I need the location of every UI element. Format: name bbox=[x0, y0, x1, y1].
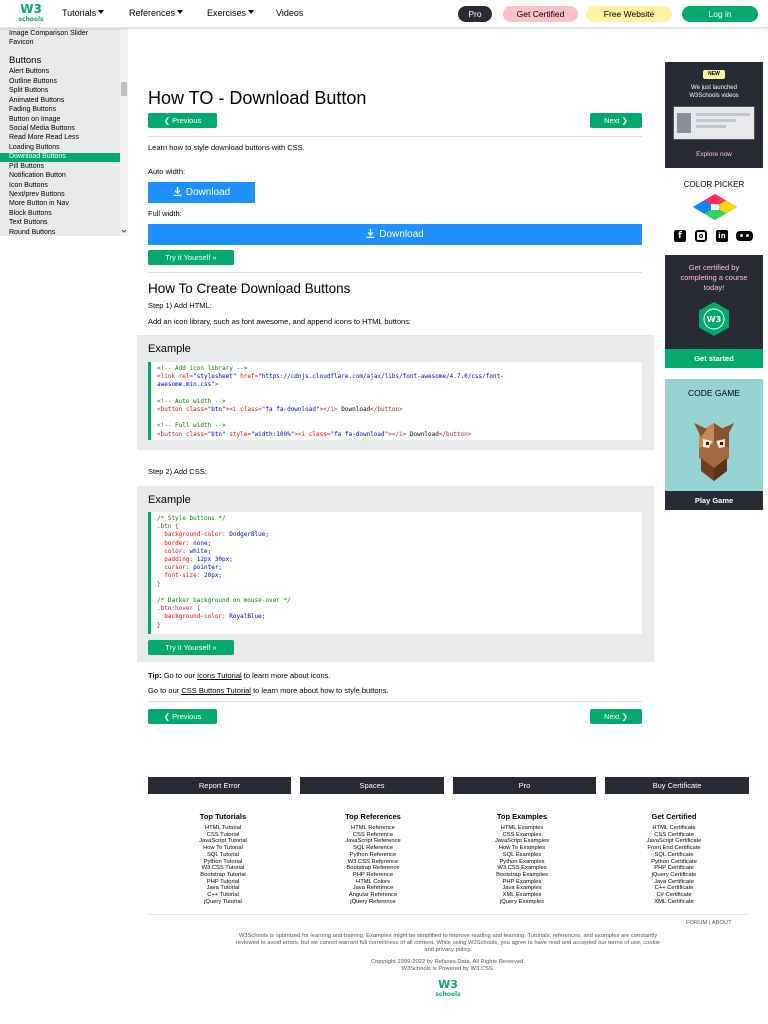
footer-link[interactable]: How To Examples bbox=[498, 845, 546, 852]
footer-link[interactable]: Java Certificate bbox=[654, 878, 694, 885]
w3schools-logo[interactable] bbox=[16, 3, 46, 25]
footer-link[interactable]: Python Examples bbox=[499, 858, 545, 865]
free-website-button[interactable]: Free Website bbox=[586, 6, 672, 22]
css-buttons-tutorial-link[interactable]: CSS Buttons Tutorial bbox=[181, 686, 251, 695]
code-block-css: /* Style buttons */ .btn { background-color: DodgerBlue; border: none; color: white; padding: 12px 30px; cursor: pointer; font-size: 20px; } /* Darker background on mouse-over */ .btn:hover { background-color: RoyalBlue; } bbox=[148, 512, 642, 634]
footer-link[interactable]: Java Examples bbox=[502, 885, 542, 892]
sidebar-item[interactable]: Next/prev Buttons bbox=[9, 191, 65, 198]
code-game-ad[interactable] bbox=[665, 379, 763, 510]
footer-link[interactable]: Bootstrap Examples bbox=[496, 871, 548, 878]
code-block-html: <!-- Add icon library --> <link rel="stylesheet" href="https://cdnjs.cloudflare.com/ajax/libs/font-awesome/4.7.0/css/font- awesome.min.css"> <!-- Auto width --> <button class="btn"><i class="fa fa-download"></i> Download</button> <!-- Full width --> <button class="btn" style="width:100%"><i class="fa fa-download"></i> Download</button> bbox=[148, 362, 642, 440]
footer-link[interactable]: XML Certificate bbox=[654, 898, 694, 905]
sidebar-item[interactable]: Favicon bbox=[9, 39, 34, 46]
divider bbox=[148, 136, 642, 137]
footer-logo[interactable] bbox=[433, 978, 463, 998]
copyright-text: Copyright 1999-2022 by Refsnes Data. All Rights Reserved. bbox=[370, 959, 526, 965]
nav-exercises[interactable]: Exercises bbox=[207, 8, 254, 18]
certification-ad[interactable] bbox=[665, 255, 763, 368]
sidebar bbox=[0, 28, 128, 236]
footer-link[interactable]: Angular Reference bbox=[348, 892, 398, 899]
sidebar-item[interactable]: Image Comparison Slider bbox=[9, 30, 88, 37]
footer-link[interactable]: W3.CSS Examples bbox=[497, 865, 547, 872]
cert-ad-text: Get certified by completing a course today! bbox=[680, 263, 748, 292]
auto-width-label: Auto width: bbox=[148, 167, 186, 176]
get-started-button[interactable]: Get started bbox=[665, 349, 763, 368]
videos-ad-text: We just launched W3Schools videos bbox=[689, 85, 739, 99]
footer-link[interactable]: SQL Examples bbox=[502, 851, 542, 858]
nav-tutorials[interactable]: Tutorials bbox=[62, 8, 104, 18]
discord-icon[interactable] bbox=[736, 231, 753, 241]
sidebar-item[interactable]: Notification Button bbox=[9, 172, 66, 179]
play-game-button[interactable]: Play Game bbox=[665, 491, 763, 510]
sidebar-item-download-buttons[interactable]: Download Buttons bbox=[9, 153, 66, 160]
footer-col-top-examples bbox=[472, 825, 572, 905]
sidebar-item[interactable]: Pill Buttons bbox=[9, 163, 45, 170]
footer-meta-links: FORUM | ABOUT bbox=[686, 920, 732, 926]
footer-logo-text: schools bbox=[435, 991, 461, 998]
sidebar-item[interactable]: Text Buttons bbox=[9, 219, 48, 226]
top-navbar bbox=[0, 0, 768, 28]
footer-link[interactable]: JavaScript Tutorial bbox=[199, 838, 247, 845]
footer-link[interactable]: JavaScript Reference bbox=[345, 838, 401, 845]
instagram-icon[interactable] bbox=[695, 230, 707, 242]
try-it-yourself-button[interactable]: Try it Yourself » bbox=[148, 250, 234, 265]
footer-link[interactable]: HTML Reference bbox=[351, 825, 395, 831]
owl-game-character-icon bbox=[679, 403, 749, 483]
sidebar-item[interactable]: Animated Buttons bbox=[9, 97, 65, 104]
new-badge: NEW bbox=[703, 70, 725, 79]
footer-link[interactable]: JavaScript Examples bbox=[494, 838, 550, 845]
sidebar-item[interactable]: Button on Image bbox=[9, 116, 61, 123]
footer-col-heading: Get Certified bbox=[651, 812, 697, 821]
footer-link[interactable]: PHP Tutorial bbox=[206, 878, 240, 885]
download-icon bbox=[366, 225, 375, 246]
get-certified-button[interactable]: Get Certified bbox=[503, 6, 578, 22]
sidebar-item[interactable]: More Button in Nav bbox=[9, 200, 69, 207]
footer-col-heading: Top References bbox=[345, 812, 401, 821]
footer-link[interactable]: How To Tutorial bbox=[203, 845, 243, 852]
tip-text: Tip: Go to our Icons Tutorial to learn more about icons. bbox=[148, 671, 331, 680]
linkedin-icon[interactable]: in bbox=[716, 230, 728, 242]
footer-link[interactable]: JavaScript Certificate bbox=[646, 838, 702, 845]
intro-text: Learn how to style download buttons with CSS. bbox=[148, 143, 305, 152]
footer-link[interactable]: XML Examples bbox=[502, 892, 542, 899]
buy-certificate-button[interactable]: Buy Certificate bbox=[605, 777, 749, 794]
sidebar-scrollbar[interactable] bbox=[120, 28, 128, 236]
footer-link[interactable]: HTML Certificate bbox=[652, 825, 696, 831]
logo-text: schools bbox=[18, 16, 44, 23]
divider bbox=[148, 272, 642, 273]
footer-link[interactable]: CSS Tutorial bbox=[206, 831, 240, 838]
full-width-label: Full width: bbox=[148, 209, 182, 218]
sidebar-item[interactable]: Loading Buttons bbox=[9, 144, 60, 151]
nav-videos[interactable]: Videos bbox=[276, 8, 304, 18]
footer-link[interactable]: C++ Certificate bbox=[654, 885, 694, 892]
footer-link[interactable]: W3.CSS Tutorial bbox=[201, 865, 245, 872]
footer-col-get-certified bbox=[624, 825, 724, 905]
divider bbox=[148, 701, 642, 702]
sidebar-heading: Buttons bbox=[9, 55, 42, 66]
footer-link[interactable]: CSS Certificate bbox=[654, 831, 694, 838]
footer-link[interactable]: CSS Reference bbox=[352, 831, 394, 838]
powered-by-text: W3Schools is Powered by W3.CSS. bbox=[401, 966, 495, 972]
footer-disclaimer: W3Schools is optimized for learning and training. Examples might be simplified to improve reading and learning. Tutorials, references, and examples are constantly reviewed to avoid errors, but we cannot warrant full correctness of all content. While using W3Schools, you agree to have read and accepted our terms of use, cookie and privacy policy. bbox=[235, 933, 661, 953]
footer-link[interactable]: Bootstrap Reference bbox=[346, 865, 400, 872]
footer-link[interactable]: Java Reference bbox=[352, 885, 394, 892]
sidebar-scrollbar-thumb[interactable] bbox=[121, 82, 127, 96]
footer-link[interactable]: C++ Tutorial bbox=[207, 892, 239, 899]
footer-link[interactable]: jQuery Tutorial bbox=[204, 898, 242, 905]
footer-link[interactable]: PHP Examples bbox=[502, 878, 542, 885]
goto-text: Go to our CSS Buttons Tutorial to learn more about how to style buttons. bbox=[148, 686, 389, 695]
explore-now-link[interactable]: Explore now bbox=[696, 151, 732, 158]
footer-link[interactable]: PHP Certificate bbox=[654, 865, 694, 872]
footer-link[interactable]: jQuery Examples bbox=[499, 898, 545, 905]
footer-divider bbox=[148, 914, 748, 915]
footer-link[interactable]: Python Tutorial bbox=[203, 858, 243, 865]
footer-link[interactable]: PHP Reference bbox=[352, 871, 394, 878]
forum-link[interactable]: FORUM bbox=[686, 920, 708, 926]
step1-description: Add an icon library, such as font awesome, and append icons to HTML buttons: bbox=[148, 317, 412, 326]
code-game-heading: CODE GAME bbox=[688, 388, 740, 398]
next-button[interactable]: Next ❯ bbox=[590, 709, 642, 724]
sidebar-item[interactable]: Icon Buttons bbox=[9, 182, 48, 189]
footer-link[interactable]: W3.CSS Reference bbox=[347, 858, 399, 865]
svg-text:W3: W3 bbox=[706, 315, 722, 324]
footer-col-heading: Top Tutorials bbox=[199, 812, 247, 821]
chevron-down-icon[interactable] bbox=[121, 228, 127, 234]
report-error-button[interactable]: Report Error bbox=[148, 777, 291, 794]
example-box-css bbox=[137, 486, 654, 662]
footer-link[interactable]: SQL Reference bbox=[353, 845, 393, 852]
nav-references[interactable]: References bbox=[129, 8, 183, 18]
sidebar-item[interactable]: Block Buttons bbox=[9, 210, 52, 217]
videos-ad[interactable] bbox=[665, 62, 763, 168]
sidebar-item[interactable]: Social Media Buttons bbox=[9, 125, 75, 132]
step1-text: Step 1) Add HTML: bbox=[148, 301, 212, 310]
certificate-badge-icon bbox=[696, 301, 732, 337]
footer-link[interactable]: jQuery Reference bbox=[350, 898, 396, 905]
footer-link[interactable]: Bootstrap Tutorial bbox=[200, 871, 246, 878]
auto-width-download-button[interactable] bbox=[148, 182, 255, 203]
footer-col-top-references bbox=[323, 825, 423, 905]
full-width-download-button[interactable] bbox=[148, 224, 642, 245]
footer-link[interactable]: SQL Tutorial bbox=[206, 851, 239, 858]
footer-link[interactable]: Python Reference bbox=[349, 851, 397, 858]
footer-link[interactable]: Python Certificate bbox=[651, 858, 697, 865]
download-label: Download bbox=[379, 229, 424, 240]
footer-link[interactable]: HTML Examples bbox=[500, 825, 544, 831]
color-picker-icon[interactable] bbox=[691, 193, 739, 221]
footer-link[interactable]: Front End Certificate bbox=[647, 845, 701, 852]
video-thumbnail bbox=[673, 106, 755, 140]
try-it-yourself-button[interactable]: Try it Yourself » bbox=[148, 640, 234, 655]
footer-link[interactable]: HTML Tutorial bbox=[204, 825, 242, 831]
section-heading: How To Create Download Buttons bbox=[148, 281, 351, 296]
sidebar-item[interactable]: Alert Buttons bbox=[9, 68, 50, 75]
footer-col-top-tutorials bbox=[173, 825, 273, 905]
login-button[interactable]: Log in bbox=[682, 6, 758, 22]
sidebar-item[interactable]: Read More Read Less bbox=[9, 134, 80, 141]
social-icons bbox=[674, 230, 760, 242]
icons-tutorial-link[interactable]: Icons Tutorial bbox=[197, 671, 242, 680]
footer-link[interactable]: SQL Certificate bbox=[654, 851, 694, 858]
footer-link[interactable]: Java Tutorial bbox=[206, 885, 240, 892]
footer-col-heading: Top Examples bbox=[496, 812, 548, 821]
logo-mark: W3 bbox=[20, 2, 42, 16]
footer-link[interactable]: HTML Colors bbox=[356, 878, 390, 885]
spaces-button[interactable]: Spaces bbox=[300, 777, 444, 794]
pro-footer-button[interactable]: Pro bbox=[453, 777, 596, 794]
step2-text: Step 2) Add CSS: bbox=[148, 467, 207, 476]
facebook-icon[interactable]: f bbox=[674, 230, 686, 242]
page-title: How TO - Download Button bbox=[148, 88, 367, 108]
footer-link[interactable]: CSS Examples bbox=[502, 831, 542, 838]
previous-button[interactable]: ❮ Previous bbox=[148, 113, 217, 128]
next-button[interactable]: Next ❯ bbox=[590, 113, 642, 128]
download-icon bbox=[173, 183, 182, 204]
sidebar-item[interactable]: Round Buttons bbox=[9, 229, 56, 236]
example-heading: Example bbox=[148, 343, 191, 355]
download-label: Download bbox=[185, 187, 231, 198]
pro-button[interactable]: Pro bbox=[458, 6, 492, 22]
example-heading: Example bbox=[148, 494, 191, 506]
footer-link[interactable]: jQuery Certificate bbox=[651, 871, 697, 878]
sidebar-item[interactable]: Fading Buttons bbox=[9, 106, 57, 113]
sidebar-item[interactable]: Outline Buttons bbox=[9, 78, 57, 85]
footer-logo-mark: W3 bbox=[438, 978, 458, 991]
example-box-html bbox=[137, 335, 654, 450]
footer-link[interactable]: C# Certificate bbox=[656, 892, 692, 899]
about-link[interactable]: ABOUT bbox=[711, 920, 732, 926]
sidebar-item[interactable]: Split Buttons bbox=[9, 87, 49, 94]
previous-button[interactable]: ❮ Previous bbox=[148, 709, 217, 724]
color-picker-heading: COLOR PICKER bbox=[683, 180, 745, 189]
